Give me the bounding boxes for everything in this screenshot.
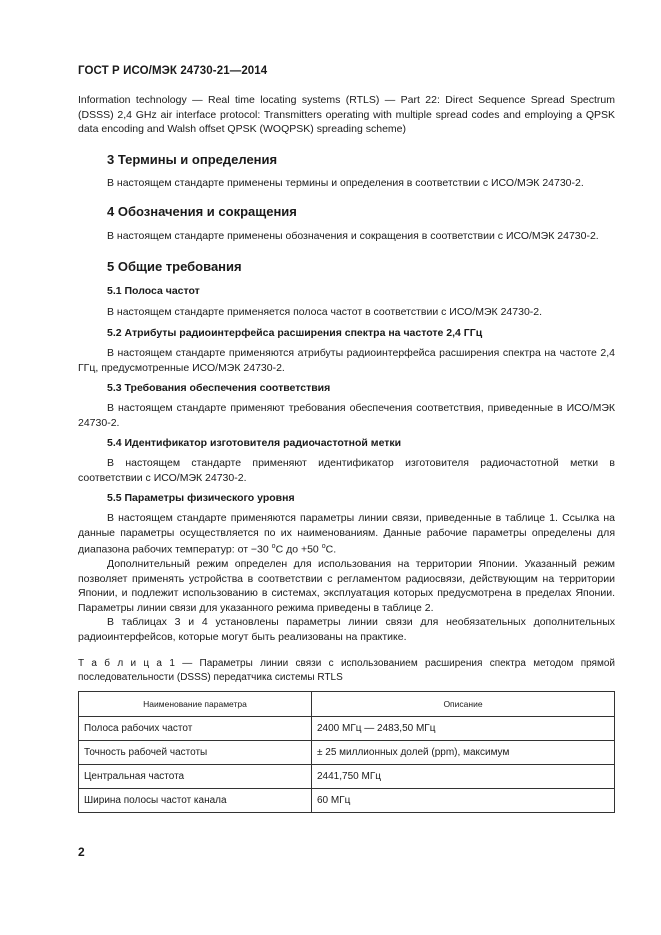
degree-sign: о — [271, 543, 276, 550]
section-5-2-text: В настоящем стандарте применяются атрибуты радиоинтерфейса расширения спектра на частоте 2,4 ГГц, предусмотренные ИСО/МЭК 24730-2. — [78, 347, 615, 374]
table-cell-description: ± 25 миллионных долей (ppm), максимум — [312, 741, 615, 765]
document-header: ГОСТ Р ИСО/МЭК 24730-21—2014 — [78, 65, 268, 77]
table-row — [79, 717, 615, 741]
table-header-name: Наименование параметра — [79, 692, 312, 717]
section-5-4-text: В настоящем стандарте применяют идентификатор изготовителя радиочастотной метки в соответствии с ИСО/МЭК 24730-2. — [78, 457, 615, 484]
section-5-1-text: В настоящем стандарте применяется полоса частот в соответствии с ИСО/МЭК 24730-2. — [107, 305, 543, 318]
section-5-4-title: 5.4 Идентификатор изготовителя радиочастотной метки — [107, 437, 402, 449]
parameters-table — [78, 691, 615, 813]
table-header-row — [79, 692, 615, 717]
section-5-5-paragraph-3: В таблицах 3 и 4 установлены параметры линии связи для необязательных дополнительных радиоинтерфейсов, которые могут быть реализованы на практике. — [78, 616, 615, 643]
paragraph-text: С. — [325, 543, 337, 556]
table-cell-description: 2400 МГц — 2483,50 МГц — [312, 717, 615, 741]
page-number: 2 — [78, 845, 85, 859]
table-cell-parameter: Центральная частота — [79, 765, 312, 789]
intro-paragraph: Information technology — Real time locating systems (RTLS) — Part 22: Direct Sequence Spread Spectrum (DSSS) 2,4 GHz air interface protocol: Transmitters operating with multiple spread codes and employing a QPSK data encoding and Walsh offset QPSK (WOQPSK) spreading scheme) — [78, 94, 615, 135]
table-row — [79, 765, 615, 789]
section-3-text: В настоящем стандарте применены термины и определения в соответствии с ИСО/МЭК 24730-2. — [107, 176, 584, 189]
section-5-3-title: 5.3 Требования обеспечения соответствия — [107, 382, 331, 394]
paragraph-text: В настоящем стандарте применяются параметры линии связи, приведенные в таблице 1. Ссылка на данные параметры осуществляется по их наименованиям. Данные рабочие параметры определены для диапазона рабочих температур: от −30 — [78, 512, 615, 556]
section-4-title: 4 Обозначения и сокращения — [107, 204, 297, 219]
section-5-1-title: 5.1 Полоса частот — [107, 284, 200, 297]
section-5-5-paragraph-1 — [78, 511, 615, 557]
table-row — [79, 789, 615, 813]
table-cell-parameter: Точность рабочей частоты — [79, 741, 312, 765]
table-cell-description: 60 МГц — [312, 789, 615, 813]
table-cell-parameter: Полоса рабочих частот — [79, 717, 312, 741]
section-5-5-paragraph-2: Дополнительный режим определен для использования на территории Японии. Указанный режим позволяет применять устройства в соответствии с регламентом радиосвязи, действующим на территории Японии, и подлежит использованию в системах, эксплуатация которых предусмотрена в пределах Японии. Параметры линии связи для указанного режима приведены в таблице 2. — [78, 558, 615, 614]
page-content — [78, 93, 615, 813]
degree-sign: о — [321, 543, 326, 550]
section-5-2-title: 5.2 Атрибуты радиоинтерфейса расширения спектра на частоте 2,4 ГГц — [107, 327, 483, 339]
table-cell-parameter: Ширина полосы частот канала — [79, 789, 312, 813]
section-5-5-title: 5.5 Параметры физического уровня — [107, 492, 295, 504]
section-5-3-text: В настоящем стандарте применяют требования обеспечения соответствия, приведенные в ИСО/МЭК 24730-2. — [78, 402, 615, 429]
section-4-text: В настоящем стандарте применены обозначения и сокращения в соответствии с ИСО/МЭК 24730-2. — [107, 230, 599, 242]
table-row — [79, 741, 615, 765]
paragraph-text: С до +50 — [275, 543, 319, 556]
section-5-title: 5 Общие требования — [107, 258, 242, 274]
table-1-caption: Т а б л и ц а 1 — Параметры линии связи с использованием расширения спектра методом прямой последовательности (DSSS) передатчика системы RTLS — [78, 658, 615, 683]
section-3-title: 3 Термины и определения — [107, 151, 278, 167]
table-header-description: Описание — [312, 692, 615, 717]
table-cell-description: 2441,750 МГц — [312, 765, 615, 789]
